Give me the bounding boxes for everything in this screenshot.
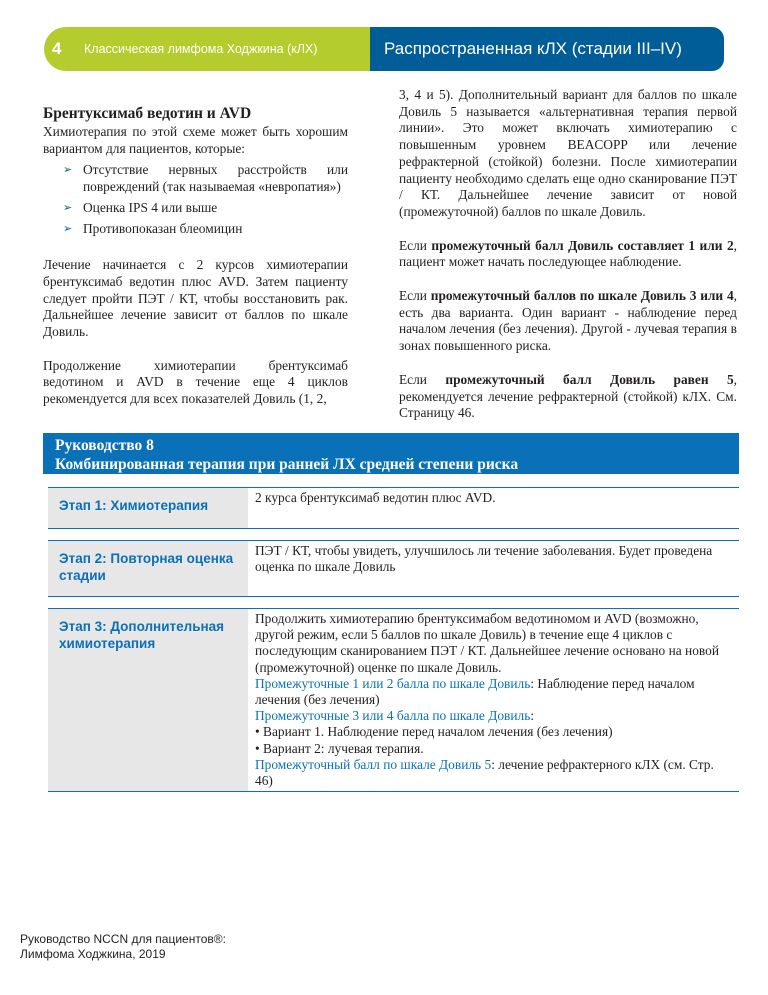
step-text: 2 курса брентуксимаб ведотин плюс AVD. bbox=[255, 490, 496, 505]
body-paragraph: 3, 4 и 5). Дополнительный вариант для баллов по шкале Довиль 5 называется «альтернативная терапия первой линии». Это может включать химиотерапию с повышенным уровнем BEACOPP или лечение рефрактерной (стойкой) болезни. После химиотерапии пациенту необходимо сделать еще одно сканирование ПЭТ / КТ. Дальнейшее лечение зависит от новой (промежуточной) баллов по шкале Довиль. bbox=[399, 87, 737, 219]
step-label: Этап 3: Дополнительная химиотерапия bbox=[48, 609, 248, 791]
deauville-1-2-paragraph: Если промежуточный балл Довиль составляет 1 или 2, пациент может начать последующее наблюдение. bbox=[399, 237, 737, 270]
guide-number: Руководство 8 bbox=[55, 437, 154, 454]
chapter-title: Классическая лимфома Ходжкина (кЛХ) bbox=[84, 42, 318, 56]
list-item-text: Оценка IPS 4 или выше bbox=[83, 199, 218, 215]
option-1-label: Промежуточные 1 или 2 балла по шкале Довиль bbox=[255, 675, 531, 691]
criteria-list bbox=[43, 162, 348, 237]
guide-step-3 bbox=[48, 608, 739, 792]
guide-step-1 bbox=[48, 487, 739, 529]
page-footer bbox=[20, 932, 226, 962]
arrow-bullet-icon: ➢ bbox=[63, 221, 73, 235]
option-2-item: • Вариант 2: лучевая терапия. bbox=[255, 740, 424, 756]
guide-step-2 bbox=[48, 540, 739, 597]
chapter-tab bbox=[44, 27, 370, 71]
list-item bbox=[63, 162, 348, 195]
body-paragraph: Лечение начинается с 2 курсов химиотерапии брентуксимаб ведотин плюс AVD. Затем пациенту следует пройти ПЭТ / КТ, чтобы восстановить рак. Дальнейшее лечение зависит от баллов по шкале Довиль. bbox=[43, 257, 348, 340]
step-label: Этап 2: Повторная оценка стадии bbox=[48, 541, 248, 596]
list-item bbox=[63, 221, 348, 238]
list-item-text: Противопоказан блеомицин bbox=[83, 220, 243, 236]
arrow-bullet-icon: ➢ bbox=[63, 200, 73, 214]
left-column bbox=[43, 104, 348, 408]
step-text: ПЭТ / КТ, чтобы увидеть, улучшилось ли течение заболевания. Будет проведена оценка по шкале Довиль bbox=[255, 543, 713, 575]
list-item-text: Отсутствие нервных расстройств или повреждений (так называемая «невропатия») bbox=[83, 162, 348, 195]
body-paragraph: Продолжение химиотерапии брентуксимаб ведотином и AVD в течение еще 4 циклов рекомендуется для всех показателей Довиль (1, 2, bbox=[43, 357, 348, 407]
step-label: Этап 1: Химиотерапия bbox=[48, 488, 248, 528]
section-heading: Брентуксимаб ведотин и AVD bbox=[43, 105, 252, 122]
footer-line: Руководство NCCN для пациентов®: bbox=[20, 932, 226, 946]
list-item bbox=[63, 200, 348, 217]
guide-title: Комбинированная терапия при ранней ЛХ средней степени риска bbox=[55, 456, 519, 473]
guide-header bbox=[43, 433, 739, 474]
option-2-label: Промежуточные 3 или 4 балла по шкале Довиль bbox=[255, 708, 531, 724]
footer-line: Лимфома Ходжкина, 2019 bbox=[20, 947, 166, 961]
section-title: Распространенная кЛХ (стадии III–IV) bbox=[384, 39, 682, 58]
arrow-bullet-icon: ➢ bbox=[63, 163, 73, 177]
option-2-item: • Вариант 1. Наблюдение перед началом лечения (без лечения) bbox=[255, 724, 613, 740]
step-text: Продолжить химиотерапию брентуксимабом ведотиномом и AVD (возможно, другой режим, если 5 баллов по шкале Довиль) в течение еще 4 циклов с последующим сканированием ПЭТ / КТ. Дальнейшее лечение основано на новой (промежуточной) оценке по шкале Довиль. Промежуточные 1 или 2 балла по шкале Довиль: Наблюдение перед началом лечения (без лечения) Промежуточные 3 или 4 балла по шкале Довиль: • Вариант 1. Наблюдение перед началом лечения (без лечения) • Вариант 2: лучевая терапия. Промежуточный балл по шкале Довиль 5: лечение рефрактерного кЛХ (см. Стр. 46) bbox=[248, 609, 739, 791]
section-tab bbox=[370, 27, 724, 71]
right-column bbox=[399, 87, 737, 422]
page-number: 4 bbox=[52, 39, 62, 58]
deauville-3-4-paragraph: Если промежуточный баллов по шкале Довиль 3 или 4, есть два варианта. Один вариант - наблюдение перед началом лечения (без лечения). Другой - лучевая терапия в зонах повышенного риска. bbox=[399, 288, 737, 354]
intro-paragraph: Химиотерапия по этой схеме может быть хорошим вариантом для пациентов, которые: bbox=[43, 124, 348, 156]
deauville-5-paragraph: Если промежуточный балл Довиль равен 5, рекомендуется лечение рефрактерной (стойкой) кЛХ. См. Страницу 46. bbox=[399, 371, 738, 421]
option-3-label: Промежуточный балл по шкале Довиль 5 bbox=[255, 756, 492, 772]
